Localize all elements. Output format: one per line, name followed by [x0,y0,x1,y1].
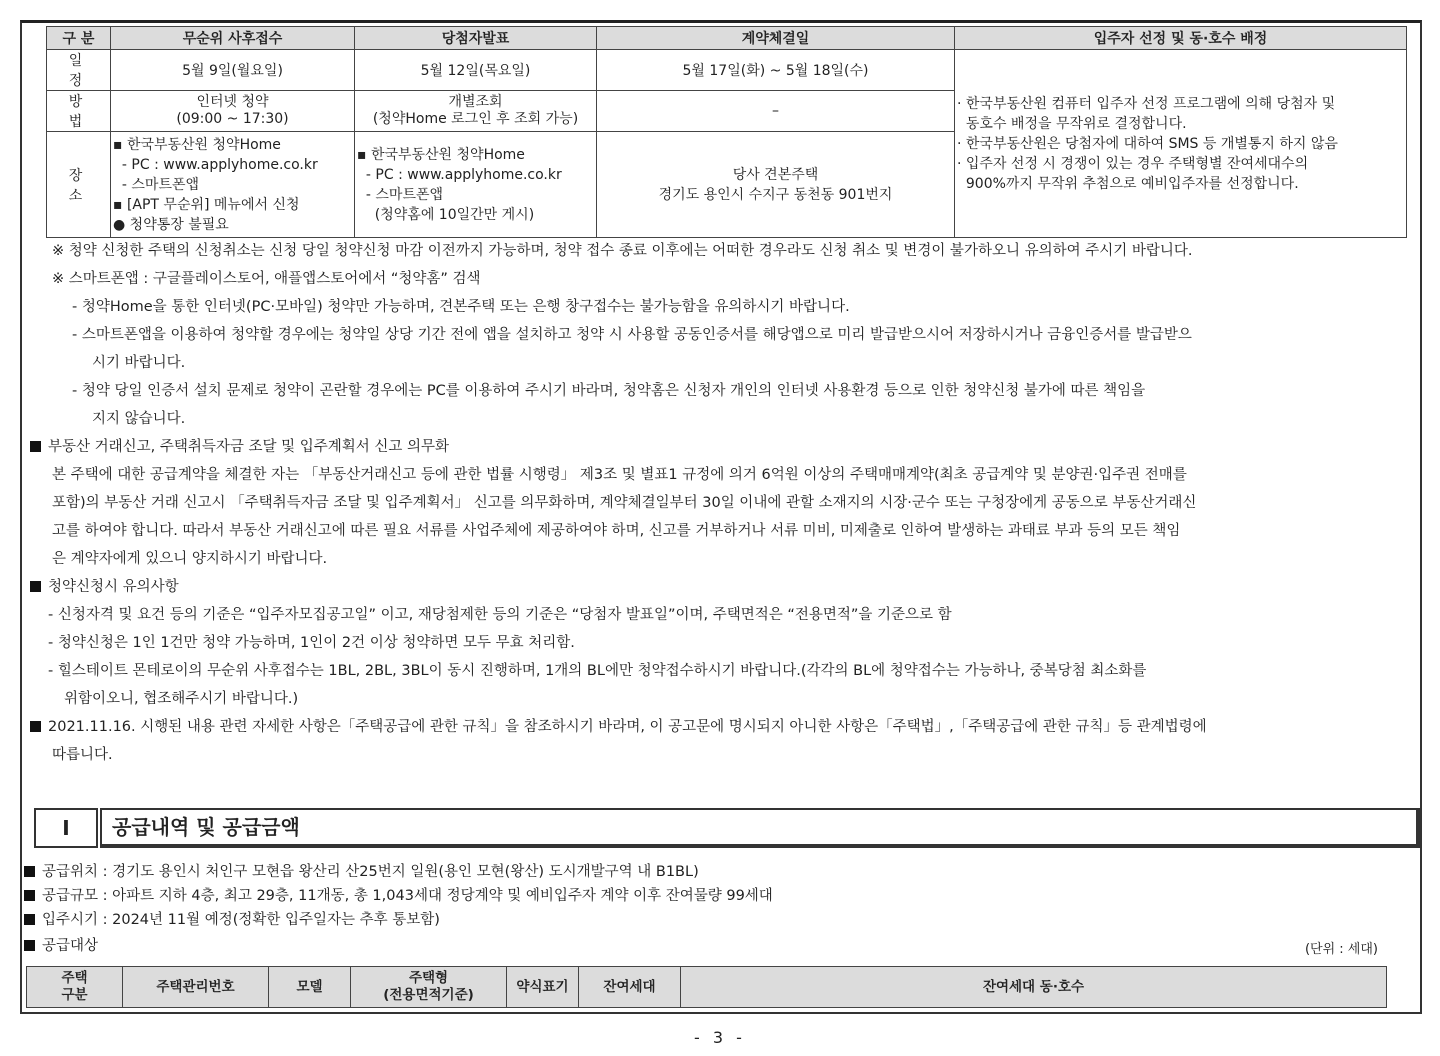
rule-line-cont: 따릅니다. [52,747,113,763]
realestate-body-line: 포함)의 부동산 거래 신고시 「주택취득자금 조달 및 입주계획서」 신고를 의무화하며, 계약체결일부터 30일 이내에 관할 소재지의 시장·군수 또는 구청장에게 공동으로 부동산거래신 [52,495,1197,511]
supply-location: 공급위치 : 경기도 용인시 처인구 모현읍 왕산리 산25번지 일원(용인 모현(왕산) 도시개발구역 내 B1BL) [24,861,699,883]
place-line: (청약홈에 10일간만 게시) [357,206,535,223]
supply-header-abbr: 약식표기 [507,967,579,1008]
schedule-header-category: 구 분 [47,27,111,50]
caution-item: - 신청자격 및 요건 등의 기준은 “입주자모집공고일” 이고, 재당첨제한 등의 기준은 “당첨자 발표일”이며, 주택면적은 “전용면적”을 기준으로 함 [48,607,952,623]
supply-table [26,966,1387,1008]
place-contract [597,132,955,238]
note-smartphone: ※ 스마트폰앱 : 구글플레이스토어, 애플앱스토어에서 “청약홈” 검색 [52,271,481,287]
header-line: 구분 [61,987,88,1003]
date-post-receipt: 5월 9일(월요일) [111,50,355,91]
schedule-table [46,26,1407,238]
schedule-header-winner: 당첨자발표 [355,27,597,50]
method-line: 개별조회 [448,94,503,110]
row-label-date: 일 정 [47,50,111,91]
row-label-method: 방 법 [47,91,111,132]
place-line: 경기도 용인시 수지구 동천동 901번지 [658,186,893,203]
place-line: - 스마트폰앱 [113,176,200,193]
place-line: ▪ [APT 무순위] 메뉴에서 신청 [113,196,300,213]
supply-movein: 입주시기 : 2024년 11월 예정(정확한 입주일자는 추후 통보함) [24,909,440,931]
method-line: (청약Home 로그인 후 조회 가능) [372,111,579,127]
note-certificate-cont: 지지 않습니다. [92,411,186,427]
method-line: (09:00 ~ 17:30) [176,111,289,127]
page-number: - 3 - [694,1028,746,1047]
place-line: - 스마트폰앱 [357,186,444,203]
row-label-place: 장 소 [47,132,111,238]
header-line: 주택 [61,970,88,986]
date-winner: 5월 12일(목요일) [355,50,597,91]
supply-header-area [351,967,507,1008]
note-app-install-cont: 시기 바랍니다. [92,355,186,371]
supply-header-type [27,967,123,1008]
date-contract: 5월 17일(화) ~ 5월 18일(수) [597,50,955,91]
supply-scale: 공급규모 : 아파트 지하 4층, 최고 29층, 11개동, 총 1,043세대 정당계약 및 예비입주자 계약 이후 잔여물량 99세대 [24,885,773,907]
caution-item: - 힐스테이트 몬테로이의 무순위 사후접수는 1BL, 2BL, 3BL이 동시 진행하며, 1개의 BL에만 청약접수하시기 바랍니다.(각각의 BL에 청약접수는 가능하나, 중복당첨 최소화를 [48,663,1147,679]
selection-details [955,50,1407,238]
selection-line: 동호수 배정을 무작위로 결정합니다. [957,115,1187,132]
caution-item: - 청약신청은 1인 1건만 청약 가능하며, 1인이 2건 이상 청약하면 모두 무효 처리함. [48,635,575,651]
realestate-heading: 부동산 거래신고, 주택취득자금 조달 및 입주계획서 신고 의무화 [30,436,449,458]
caution-item-cont: 위함이오니, 협조해주시기 바랍니다.) [64,691,299,707]
supply-header-row [27,967,1387,1008]
realestate-body-line: 본 주택에 대한 공급계약을 체결한 자는 「부동산거래신고 등에 관한 법률 시행령」 제3조 및 별표1 규정에 의거 6억원 이상의 주택매매계약(최초 공급계약 및 분양권·입주권 전매를 [52,467,1187,483]
method-contract: – [597,91,955,132]
note-internet-only: - 청약Home을 통한 인터넷(PC·모바일) 청약만 가능하며, 견본주택 또는 은행 창구접수는 불가능함을 유의하시기 바랍니다. [72,299,850,315]
section-number: I [34,808,98,848]
method-post-receipt [111,91,355,132]
supply-header-model: 모델 [269,967,351,1008]
caution-heading: 청약신청시 유의사항 [30,576,179,598]
schedule-header-post-receipt: 무순위 사후접수 [111,27,355,50]
realestate-body-line: 고를 하여야 합니다. 따라서 부동산 거래신고에 따른 필요 서류를 사업주체에 제공하여야 하며, 신고를 거부하거나 서류 미비, 미제출로 인하여 발생하는 과태료 부과 등의 모든 책임 [52,523,1181,539]
place-post-receipt [111,132,355,238]
selection-line: 900%까지 무작위 추첨으로 예비입주자를 선정합니다. [957,175,1299,192]
header-line: (전용면적기준) [383,987,474,1003]
header-line: 주택형 [408,970,449,986]
note-certificate: - 청약 당일 인증서 설치 문제로 청약이 곤란할 경우에는 PC를 이용하여 주시기 바라며, 청약홈은 신청자 개인의 인터넷 사용환경 등으로 인한 청약신청 불가에 따른 책임을 [72,383,1146,399]
selection-line: · 입주자 선정 시 경쟁이 있는 경우 주택형별 잔여세대수의 [957,155,1309,172]
supply-header-mgmt-no: 주택관리번호 [123,967,269,1008]
schedule-header-row [47,27,1407,50]
place-line: - PC : www.applyhome.co.kr [113,156,318,173]
unit-label: (단위 : 세대) [1304,942,1378,957]
place-winner [355,132,597,238]
schedule-row-date [47,50,1407,91]
note-app-install: - 스마트폰앱을 이용하여 청약할 경우에는 청약일 상당 기간 전에 앱을 설치하고 청약 시 사용할 공동인증서를 해당앱으로 미리 발급받으시어 저장하시거나 금융인증서를 발급받으 [72,327,1192,343]
method-winner [355,91,597,132]
realestate-body-line: 은 계약자에게 있으니 양지하시기 바랍니다. [52,551,328,567]
supply-header-remaining-units: 잔여세대 동·호수 [681,967,1387,1008]
place-line: 당사 견본주택 [732,166,819,183]
section-title: 공급내역 및 공급금액 [100,808,1420,848]
place-line: ● 청약통장 불필요 [113,216,229,233]
schedule-header-contract: 계약체결일 [597,27,955,50]
supply-header-remaining: 잔여세대 [579,967,681,1008]
method-line: 인터넷 청약 [196,94,269,110]
schedule-header-selection: 입주자 선정 및 동·호수 배정 [955,27,1407,50]
place-line: ▪ 한국부동산원 청약Home [357,146,525,163]
rule-line: 2021.11.16. 시행된 내용 관련 자세한 사항은「주택공급에 관한 규칙」을 참조하시기 바라며, 이 공고문에 명시되지 아니한 사항은「주택법」,「주택공급에 관한 규칙」등 관계법령에 [30,716,1207,738]
place-line: ▪ 한국부동산원 청약Home [113,136,281,153]
selection-line: · 한국부동산원 컴퓨터 입주자 선정 프로그램에 의해 당첨자 및 [957,95,1336,112]
supply-target: 공급대상 [24,935,98,957]
selection-line: · 한국부동산원은 당첨자에 대하여 SMS 등 개별통지 하지 않음 [957,135,1338,152]
place-line: - PC : www.applyhome.co.kr [357,166,562,183]
note-cancel: ※ 청약 신청한 주택의 신청취소는 신청 당일 청약신청 마감 이전까지 가능하며, 청약 접수 종료 이후에는 어떠한 경우라도 신청 취소 및 변경이 불가하오니 유의하여 주시기 바랍니다. [52,243,1193,259]
